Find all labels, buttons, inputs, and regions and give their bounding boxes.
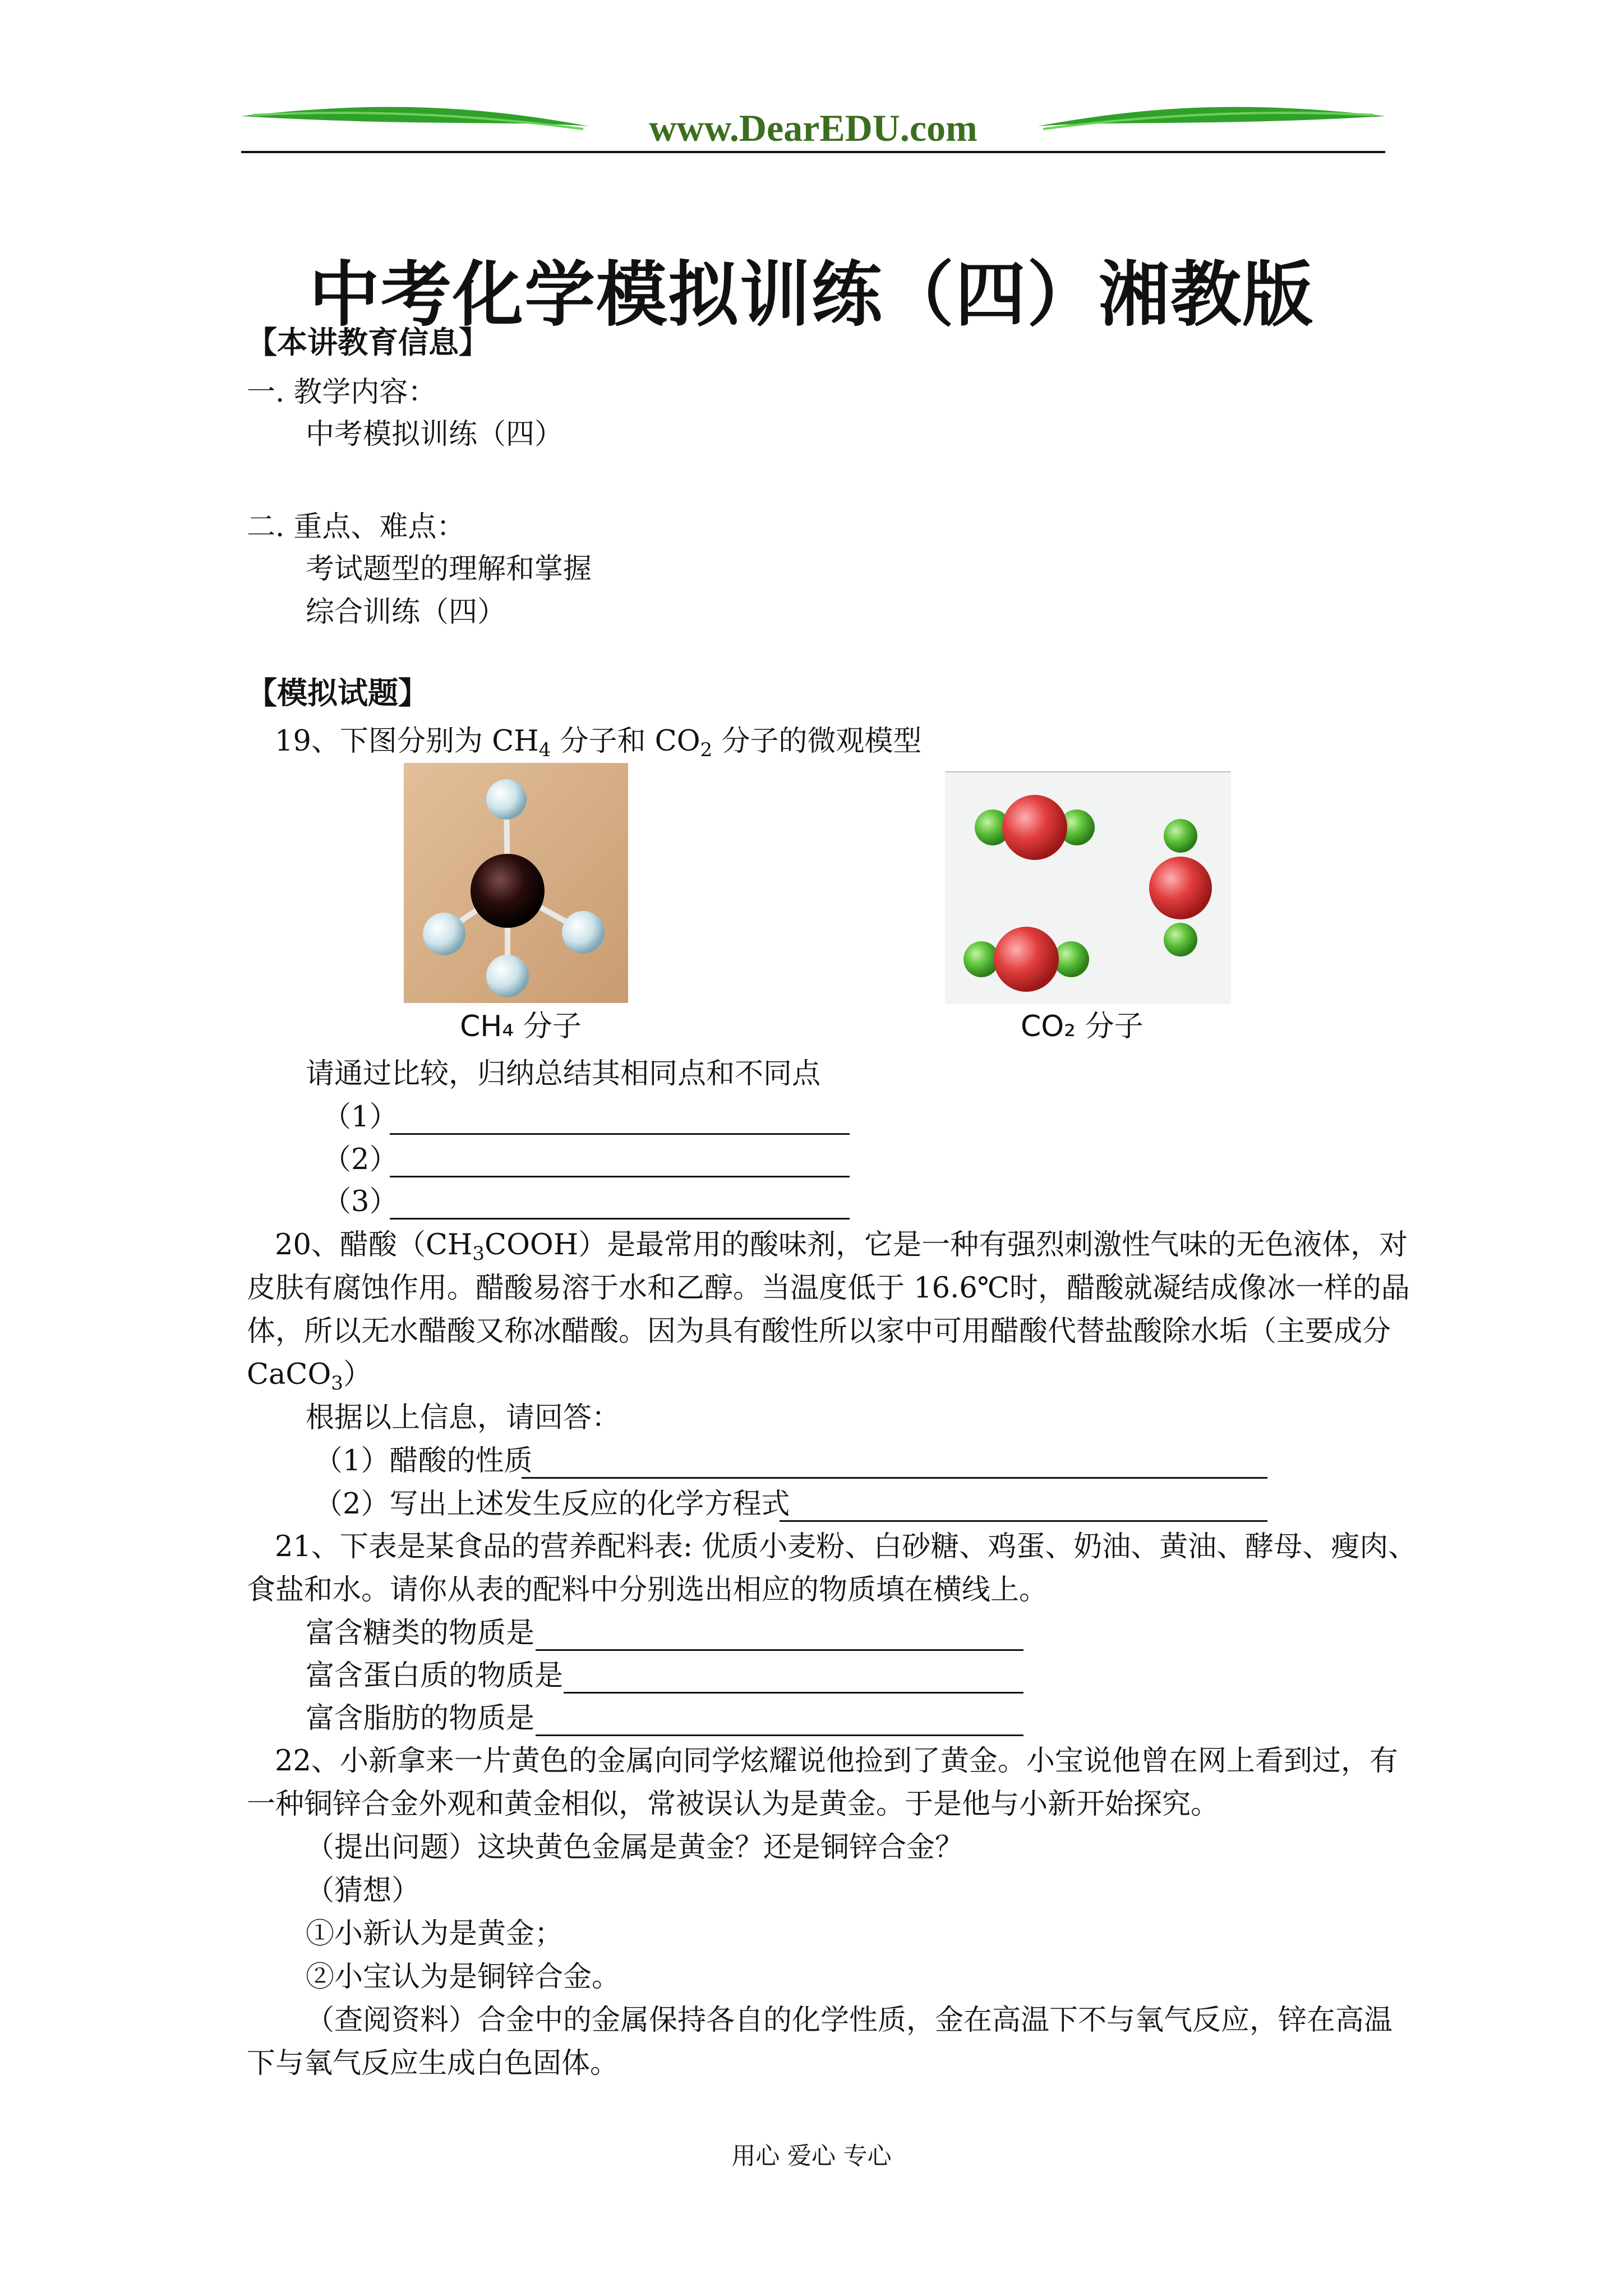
site-logo: www.DearEDU.com: [649, 107, 978, 149]
q20-line: 体，所以无水醋酸又称冰醋酸。因为具有酸性所以家中可用醋酸代替盐酸除水垢（主要成分: [247, 1315, 1391, 1348]
q21-answer-line[interactable]: [536, 1734, 1023, 1736]
q21-item: 富含脂肪的物质是: [306, 1702, 535, 1735]
section-1-label: 一. 教学内容：: [247, 376, 437, 409]
q22-guess-item: ①小新认为是黄金；: [306, 1917, 564, 1950]
q19-prompt: 请通过比较，归纳总结其相同点和不同点: [306, 1057, 821, 1091]
q19-text: 19、下图分别为 $CH_4$ 分子和 $CO_2$ 分子的微观模型: [275, 725, 922, 761]
mock-heading: 【模拟试题】: [247, 675, 428, 711]
q22-guess-item: ②小宝认为是铜锌合金。: [306, 1961, 621, 1994]
co2-caption: CO₂ 分子: [1021, 1010, 1144, 1043]
q22-line: 22、小新拿来一片黄色的金属向同学炫耀说他捡到了黄金。小宝说他曾在网上看到过，有: [275, 1745, 1398, 1778]
q20-sub-question: （2）写出上述发生反应的化学方程式: [314, 1488, 790, 1521]
q19-answer-line[interactable]: [390, 1133, 850, 1135]
q20-line: CaCO$_3$）: [247, 1358, 372, 1395]
section-2-label: 二. 重点、难点：: [247, 510, 465, 544]
page-footer: 用心 爱心 专心: [731, 2142, 892, 2170]
q21-line: 21、下表是某食品的营养配料表: 优质小麦粉、白砂糖、鸡蛋、奶油、黄油、酵母、瘦肉、: [275, 1530, 1417, 1563]
info-heading: 【本讲教育信息】: [247, 324, 489, 360]
q22-reference: （查阅资料）合金中的金属保持各自的化学性质，金在高温下不与氧气反应，锌在高温: [306, 2004, 1393, 2037]
q20-sub-question: （1）醋酸的性质: [314, 1444, 533, 1478]
q21-item: 富含糖类的物质是: [306, 1617, 535, 1650]
ch4-caption: CH₄ 分子: [460, 1010, 582, 1043]
q19-blank-label: （2）: [322, 1143, 398, 1176]
q19-blank-label: （1）: [322, 1101, 398, 1134]
q20-line: 皮肤有腐蚀作用。醋酸易溶于水和乙醇。当温度低于 16.6℃时，醋酸就凝结成像冰一样的晶: [247, 1272, 1410, 1305]
co2-molecule-image: [945, 771, 1231, 1004]
q21-answer-line[interactable]: [536, 1649, 1023, 1651]
q21-answer-line[interactable]: [564, 1692, 1023, 1694]
page-title: 中考化学模拟训练（四）湘教版: [309, 253, 1314, 336]
q19-answer-line[interactable]: [390, 1176, 850, 1177]
q21-item: 富含蛋白质的物质是: [306, 1659, 564, 1692]
q22-reference: 下与氧气反应生成白色固体。: [247, 2047, 619, 2080]
header-banner: [241, 104, 1385, 160]
q22-question: （提出问题）这块黄色金属是黄金？还是铜锌合金？: [306, 1831, 964, 1864]
q19-blank-label: （3）: [322, 1185, 398, 1218]
ch4-molecule-image: [404, 763, 628, 1003]
q20-line: 20、醋酸$(CH_3COOH)$是最常用的酸味剂，它是一种有强烈刺激性气味的无色液体，对: [275, 1228, 1408, 1265]
q20-answer-line[interactable]: [522, 1477, 1267, 1479]
q20-answer-line[interactable]: [780, 1520, 1267, 1522]
section-2-item: 综合训练（四）: [306, 596, 506, 629]
q19-answer-line[interactable]: [390, 1218, 850, 1220]
q22-line: 一种铜锌合金外观和黄金相似，常被误认为是黄金。于是他与小新开始探究。: [247, 1788, 1220, 1821]
q22-guess: （猜想）: [306, 1874, 421, 1907]
q20-prompt: 根据以上信息，请回答：: [306, 1401, 621, 1434]
q21-line: 食盐和水。请你从表的配料中分别选出相应的物质填在横线上。: [247, 1573, 1048, 1607]
section-1-item: 中考模拟训练（四）: [306, 418, 564, 451]
section-2-item: 考试题型的理解和掌握: [306, 553, 592, 586]
